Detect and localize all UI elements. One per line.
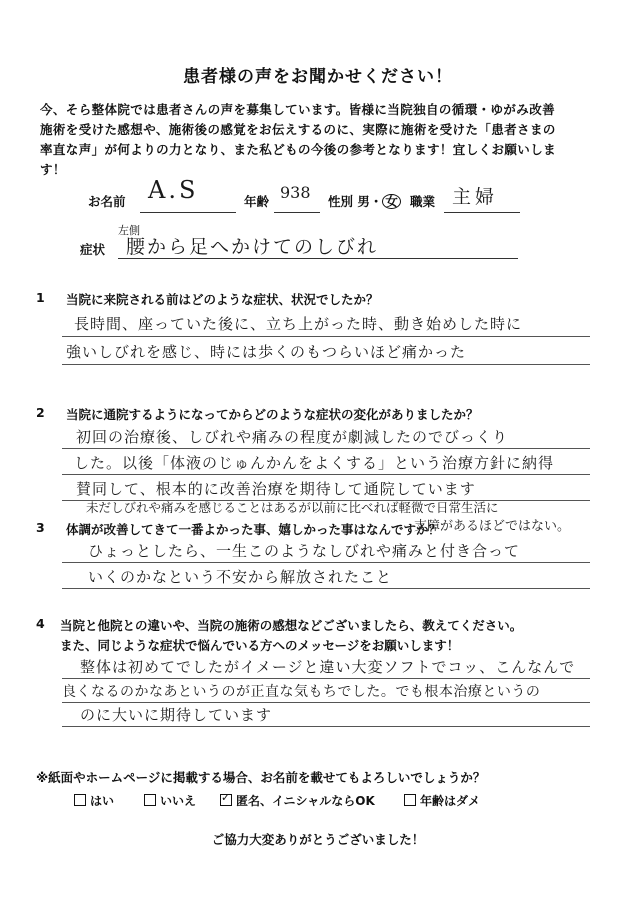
question-2-text: 当院に通院するようになってからどのような症状の変化がありましたか？ bbox=[66, 407, 479, 422]
consent-question: ※紙面やホームページに掲載する場合、お名前を載せてもよろしいでしょうか？ bbox=[36, 770, 486, 785]
intro-text bbox=[40, 100, 600, 180]
age-label: 年齢 bbox=[244, 194, 270, 209]
question-2-number: 2 bbox=[36, 405, 45, 420]
name-underline bbox=[140, 212, 236, 213]
sex-separator: ・ bbox=[369, 194, 383, 209]
name-value[interactable]: A.S bbox=[148, 176, 199, 204]
answer-rule bbox=[62, 562, 590, 563]
checkbox-anonymous-checked[interactable] bbox=[220, 794, 232, 806]
question-3-answer-line[interactable]: いくのかなという不安から解放されたこと bbox=[88, 568, 393, 586]
question-4-answer-line[interactable]: 良くなるのかなあというのが正直な気もちでした。でも根本治療というの bbox=[62, 684, 541, 700]
sex-female-circled[interactable]: 女 bbox=[382, 194, 401, 209]
question-3-text: 体調が改善してきて一番よかった事、嬉しかった事はなんですか？ bbox=[66, 522, 442, 537]
age-underline bbox=[274, 212, 320, 213]
intro-line: す！ bbox=[40, 162, 66, 177]
question-4-text-2: また、同じような症状で悩んでいる方へのメッセージをお願いします！ bbox=[60, 638, 460, 653]
consent-option-label: はい bbox=[90, 794, 115, 808]
question-4-number: 4 bbox=[36, 616, 45, 631]
intro-line: 施術を受けた感想や、施術後の感覚をお伝えするのに、実際に施術を受けた「患者さまの bbox=[40, 122, 556, 137]
job-value[interactable]: 主婦 bbox=[452, 186, 499, 208]
question-1-answer-line[interactable]: 長時間、座っていた後に、立ち上がった時、動き始めした時に bbox=[74, 315, 523, 333]
consent-option-no-age[interactable] bbox=[404, 792, 480, 809]
question-1-number: 1 bbox=[36, 290, 45, 305]
symptom-label: 症状 bbox=[80, 242, 106, 257]
answer-rule bbox=[62, 726, 590, 727]
name-label: お名前 bbox=[88, 194, 126, 209]
age-value[interactable]: 938 bbox=[280, 183, 311, 202]
page-title: 患者様の声をお聞かせください！ bbox=[183, 67, 453, 87]
sex-label: 性別 bbox=[328, 194, 354, 209]
symptom-note: 左側 bbox=[118, 224, 140, 237]
answer-rule bbox=[62, 702, 590, 703]
checkbox-yes[interactable] bbox=[74, 794, 86, 806]
thanks-message: ご協力大変ありがとうございました！ bbox=[211, 832, 425, 847]
question-2-answer-continuation[interactable]: 支障があるほどではない。 bbox=[414, 519, 571, 534]
question-4-text: 当院と他院との違いや、当院の施術の感想などございましたら、教えてください。 bbox=[60, 618, 523, 633]
sex-field bbox=[328, 192, 401, 210]
question-1-answer-line[interactable]: 強いしびれを感じ、時には歩くのもつらいほど痛かった bbox=[66, 343, 467, 361]
job-underline bbox=[444, 212, 520, 213]
question-4-answer-line[interactable]: のに大いに期待しています bbox=[80, 706, 273, 724]
job-label: 職業 bbox=[410, 194, 436, 209]
intro-line: 今、そら整体院では患者さんの声を募集しています。皆様に当院独自の循環・ゆがみ改善 bbox=[40, 102, 556, 117]
question-2-answer-line[interactable]: 賛同して、根本的に改善治療を期待して通院しています bbox=[76, 480, 476, 498]
symptom-underline bbox=[118, 258, 518, 259]
question-3-answer-line[interactable]: ひょっとしたら、一生このようなしびれや痛みと付き合って bbox=[88, 542, 521, 560]
sex-male[interactable]: 男 bbox=[357, 194, 370, 209]
question-1-text: 当院に来院される前はどのような症状、状況でしたか？ bbox=[66, 292, 379, 307]
answer-rule bbox=[62, 336, 590, 337]
question-2-answer-line[interactable]: 未だしびれや痛みを感じることはあるが以前に比べれば軽微で日常生活に bbox=[86, 500, 499, 515]
checkbox-no[interactable] bbox=[144, 794, 156, 806]
answer-rule bbox=[62, 678, 590, 679]
question-2-answer-line[interactable]: した。以後「体液のじゅんかんをよくする」という治療方針に納得 bbox=[74, 454, 555, 472]
checkbox-no-age[interactable] bbox=[404, 794, 416, 806]
question-4-answer-line[interactable]: 整体は初めてでしたがイメージと違い大変ソフトでコッ、こんなんで bbox=[80, 658, 576, 676]
answer-rule bbox=[62, 448, 590, 449]
question-3-number: 3 bbox=[36, 520, 45, 535]
consent-option-anonymous[interactable] bbox=[220, 792, 375, 809]
consent-option-yes[interactable] bbox=[74, 792, 114, 809]
symptom-value[interactable]: 腰から足へかけてのしびれ bbox=[126, 236, 379, 258]
consent-option-label: 匿名、イニシャルならOK bbox=[236, 794, 375, 808]
answer-rule bbox=[62, 474, 590, 475]
question-2-answer-line[interactable]: 初回の治療後、しびれや痛みの程度が劇減したのでびっくり bbox=[76, 428, 509, 446]
consent-option-label: 年齢はダメ bbox=[420, 794, 481, 808]
consent-option-label: いいえ bbox=[160, 794, 197, 808]
consent-option-no[interactable] bbox=[144, 792, 196, 809]
answer-rule bbox=[62, 364, 590, 365]
answer-rule bbox=[62, 588, 590, 589]
intro-line: 率直な声」が何よりの力となり、また私どもの今後の参考となります！宜しくお願いしま bbox=[40, 142, 557, 157]
